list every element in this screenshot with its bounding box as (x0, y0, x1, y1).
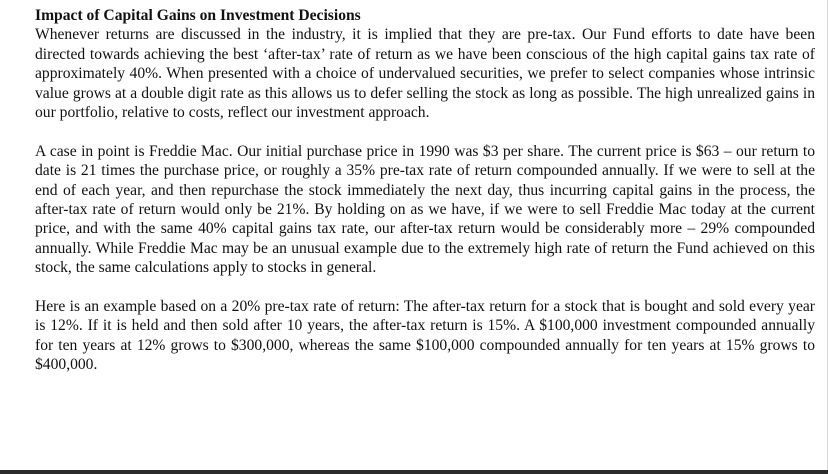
paragraph-freddie-mac: A case in point is Freddie Mac. Our initial purchase price in 1990 was $3 per share. The current price is $63 – our return to date is 21 times the purchase price, or roughly a 35% pre-tax rate of return compounded annually. If we were to sell at the end of each year, and then repurchase the stock immediately the next day, thus incurring capital gains in the process, the after-tax rate of return would only be 21%. By holding on as we have, if we were to sell Freddie Mac today at the current price, and with the same 40% capital gains tax rate, our after-tax return would be considerably more – 29% compounded annually. While Freddie Mac may be an unusual example due to the extremely high rate of return the Fund achieved on this stock, the same calculations apply to stocks in general. (35, 142, 815, 277)
document-body (35, 6, 815, 375)
paragraph-spacer (35, 278, 815, 297)
paragraph-spacer (35, 122, 815, 141)
section-heading: Impact of Capital Gains on Investment Decisions (35, 7, 361, 24)
paragraph-example: Here is an example based on a 20% pre-tax rate of return: The after-tax return for a stock that is bought and sold every year is 12%. If it is held and then sold after 10 years, the after-tax return is 15%. A $100,000 investment compounded annually for ten years at 12% grows to $300,000, whereas the same $100,000 compounded annually for ten years at 15% grows to $400,000. (35, 298, 815, 374)
paragraph-tax-intro: Whenever returns are discussed in the industry, it is implied that they are pre-tax. Our Fund efforts to date have been directed towards achieving the best ‘after-tax’ rate of return as we have been conscious of the high capital gains tax rate of approximately 40%. When presented with a choice of undervalued securities, we prefer to select companies whose intrinsic value grows at a double digit rate as this allows us to defer selling the stock as long as possible. The high unrealized gains in our portfolio, relative to costs, reflect our investment approach. (35, 26, 815, 122)
bottom-border (0, 470, 828, 474)
